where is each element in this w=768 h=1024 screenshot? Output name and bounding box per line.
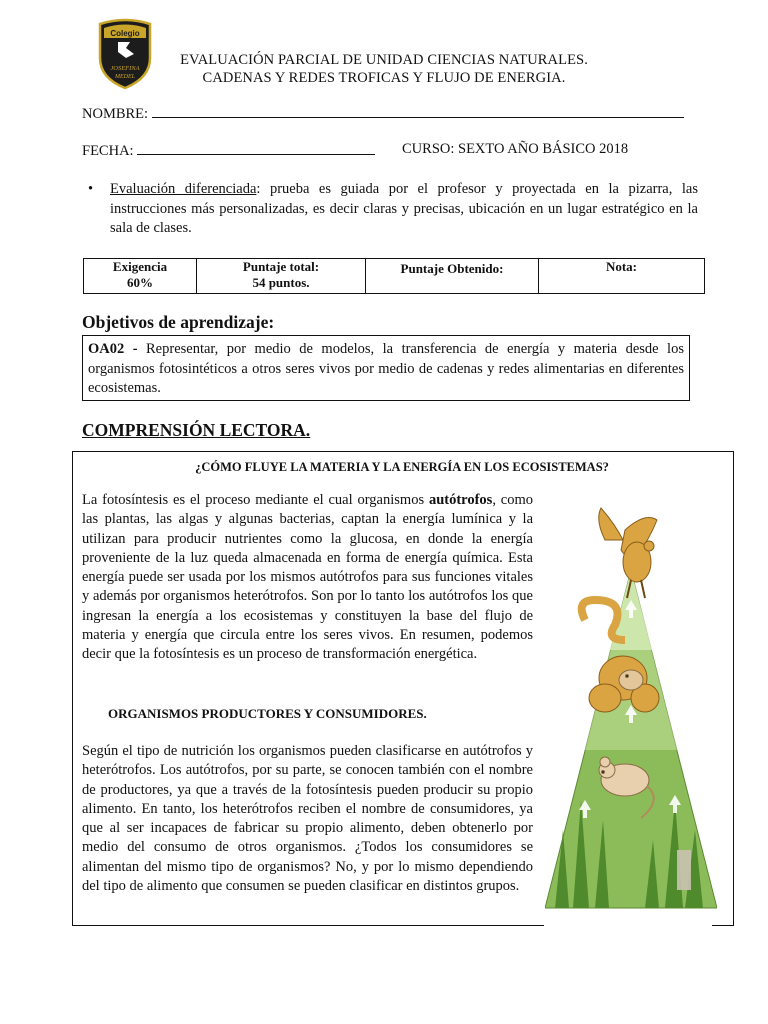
nombre-label: NOMBRE: — [82, 106, 149, 122]
weasel-icon — [619, 670, 643, 690]
reading-title: ¿CÓMO FLUYE LA MATERIA Y LA ENERGÍA EN LOS ECOSISTEMAS? — [195, 460, 609, 474]
nota-label: Nota: — [605, 259, 638, 274]
objectives-title: Objetivos de aprendizaje: — [82, 312, 275, 332]
reading-subtitle: ORGANISMOS PRODUCTORES Y CONSUMIDORES. — [108, 706, 427, 721]
evaluation-note-term: Evaluación diferenciada — [110, 181, 257, 197]
paragraph-1-bold-term: autótrofos — [428, 492, 493, 508]
fecha-blank-line[interactable] — [137, 141, 375, 155]
evaluation-note — [88, 180, 698, 239]
puntaje-total-cell — [197, 259, 366, 294]
exigencia-value: 60% — [127, 275, 153, 290]
evaluation-note-text: : prueba es guiada por el profesor y proyectada en la pizarra, las instrucciones más personalizadas, es decir claras y precisas, ubicación en un lugar estratégico en la sala de clases. — [110, 181, 698, 236]
fecha-field — [82, 141, 375, 160]
exigencia-label: Exigencia — [112, 259, 168, 274]
puntaje-obtenido-label: Puntaje Obtenido: — [400, 261, 504, 276]
reading-paragraph-2: Según el tipo de nutrición los organismos pueden clasificarse en autótrofos y heterótrofos. Los autótrofos, por su parte, se conocen también con el nombre de productores, ya que a través de la fotosíntesis pueden producir su propio alimento. En tanto, los heterótrofos reciben el nombre de consumidores, ya que al ser incapaces de fabricar su propio alimento, deben obtenerlo por medio del consumo de otros organismos. ¿Todos los consumidores se alimentan del mismo tipo de organismos? No, y por lo mismo dependiendo del tipo de alimento que consumen se pueden clasificar en distintos grupos. — [82, 743, 533, 895]
objectives-box — [82, 335, 690, 401]
reading-frame-bottom-right — [712, 925, 734, 926]
puntaje-total-label: Puntaje total: — [242, 259, 320, 274]
objective-text: Representar, por medio de modelos, la transferencia de energía y materia desde los organismos fotosintéticos a otros seres vivos por medio de cadenas y redes alimentarias en diferentes ecosistemas. — [88, 341, 684, 396]
document-title-line2: CADENAS Y REDES TROFICAS Y FLUJO DE ENERGIA. — [202, 70, 566, 86]
exigencia-cell — [84, 259, 197, 294]
curso-label: CURSO: — [402, 141, 455, 157]
reading-frame-bottom — [72, 925, 544, 926]
reading-section-title: COMPRENSIÓN LECTORA. — [82, 420, 311, 440]
paragraph-1-start: La fotosíntesis es el proceso mediante el cual organismos — [82, 492, 429, 508]
score-table — [83, 258, 705, 294]
objective-code: OA02 - — [88, 341, 138, 357]
puntaje-total-value: 54 puntos. — [252, 275, 310, 290]
food-pyramid-illustration — [545, 500, 717, 912]
reading-paragraph-1 — [82, 491, 533, 665]
svg-text:JOSEFINA: JOSEFINA — [110, 65, 140, 72]
paragraph-1-rest: , como las plantas, las algas y algunas bacterias, captan la energía lumínica y la utilizan para producir nutrientes como la glucosa, en donde la energía proveniente de la luz queda almacenada en forma de energía química. Esta energía puede ser usada por los mismos autótrofos para sus funciones vitales y además por organismos heterótrofos. Son por lo tanto los autótrofos los que ingresan la energía a los ecosistemas y constituyen la base del flujo de materia y energía que circula entre los seres vivos. En resumen, podemos decir que la fotosíntesis es un proceso de transformación energética. — [82, 492, 533, 663]
document-title-line1: EVALUACIÓN PARCIAL DE UNIDAD CIENCIAS NATURALES. — [180, 52, 588, 68]
svg-text:Colegio: Colegio — [110, 29, 140, 38]
nota-cell[interactable] — [539, 259, 705, 294]
bullet-icon: • — [88, 181, 94, 197]
puntaje-obtenido-cell[interactable] — [366, 259, 539, 294]
svg-text:MEDEL: MEDEL — [115, 74, 135, 80]
nombre-blank-line[interactable] — [152, 104, 684, 118]
curso-field — [402, 141, 628, 158]
fecha-label: FECHA: — [82, 143, 134, 159]
nombre-field — [82, 104, 684, 123]
curso-value: SEXTO AÑO BÁSICO 2018 — [458, 141, 629, 157]
